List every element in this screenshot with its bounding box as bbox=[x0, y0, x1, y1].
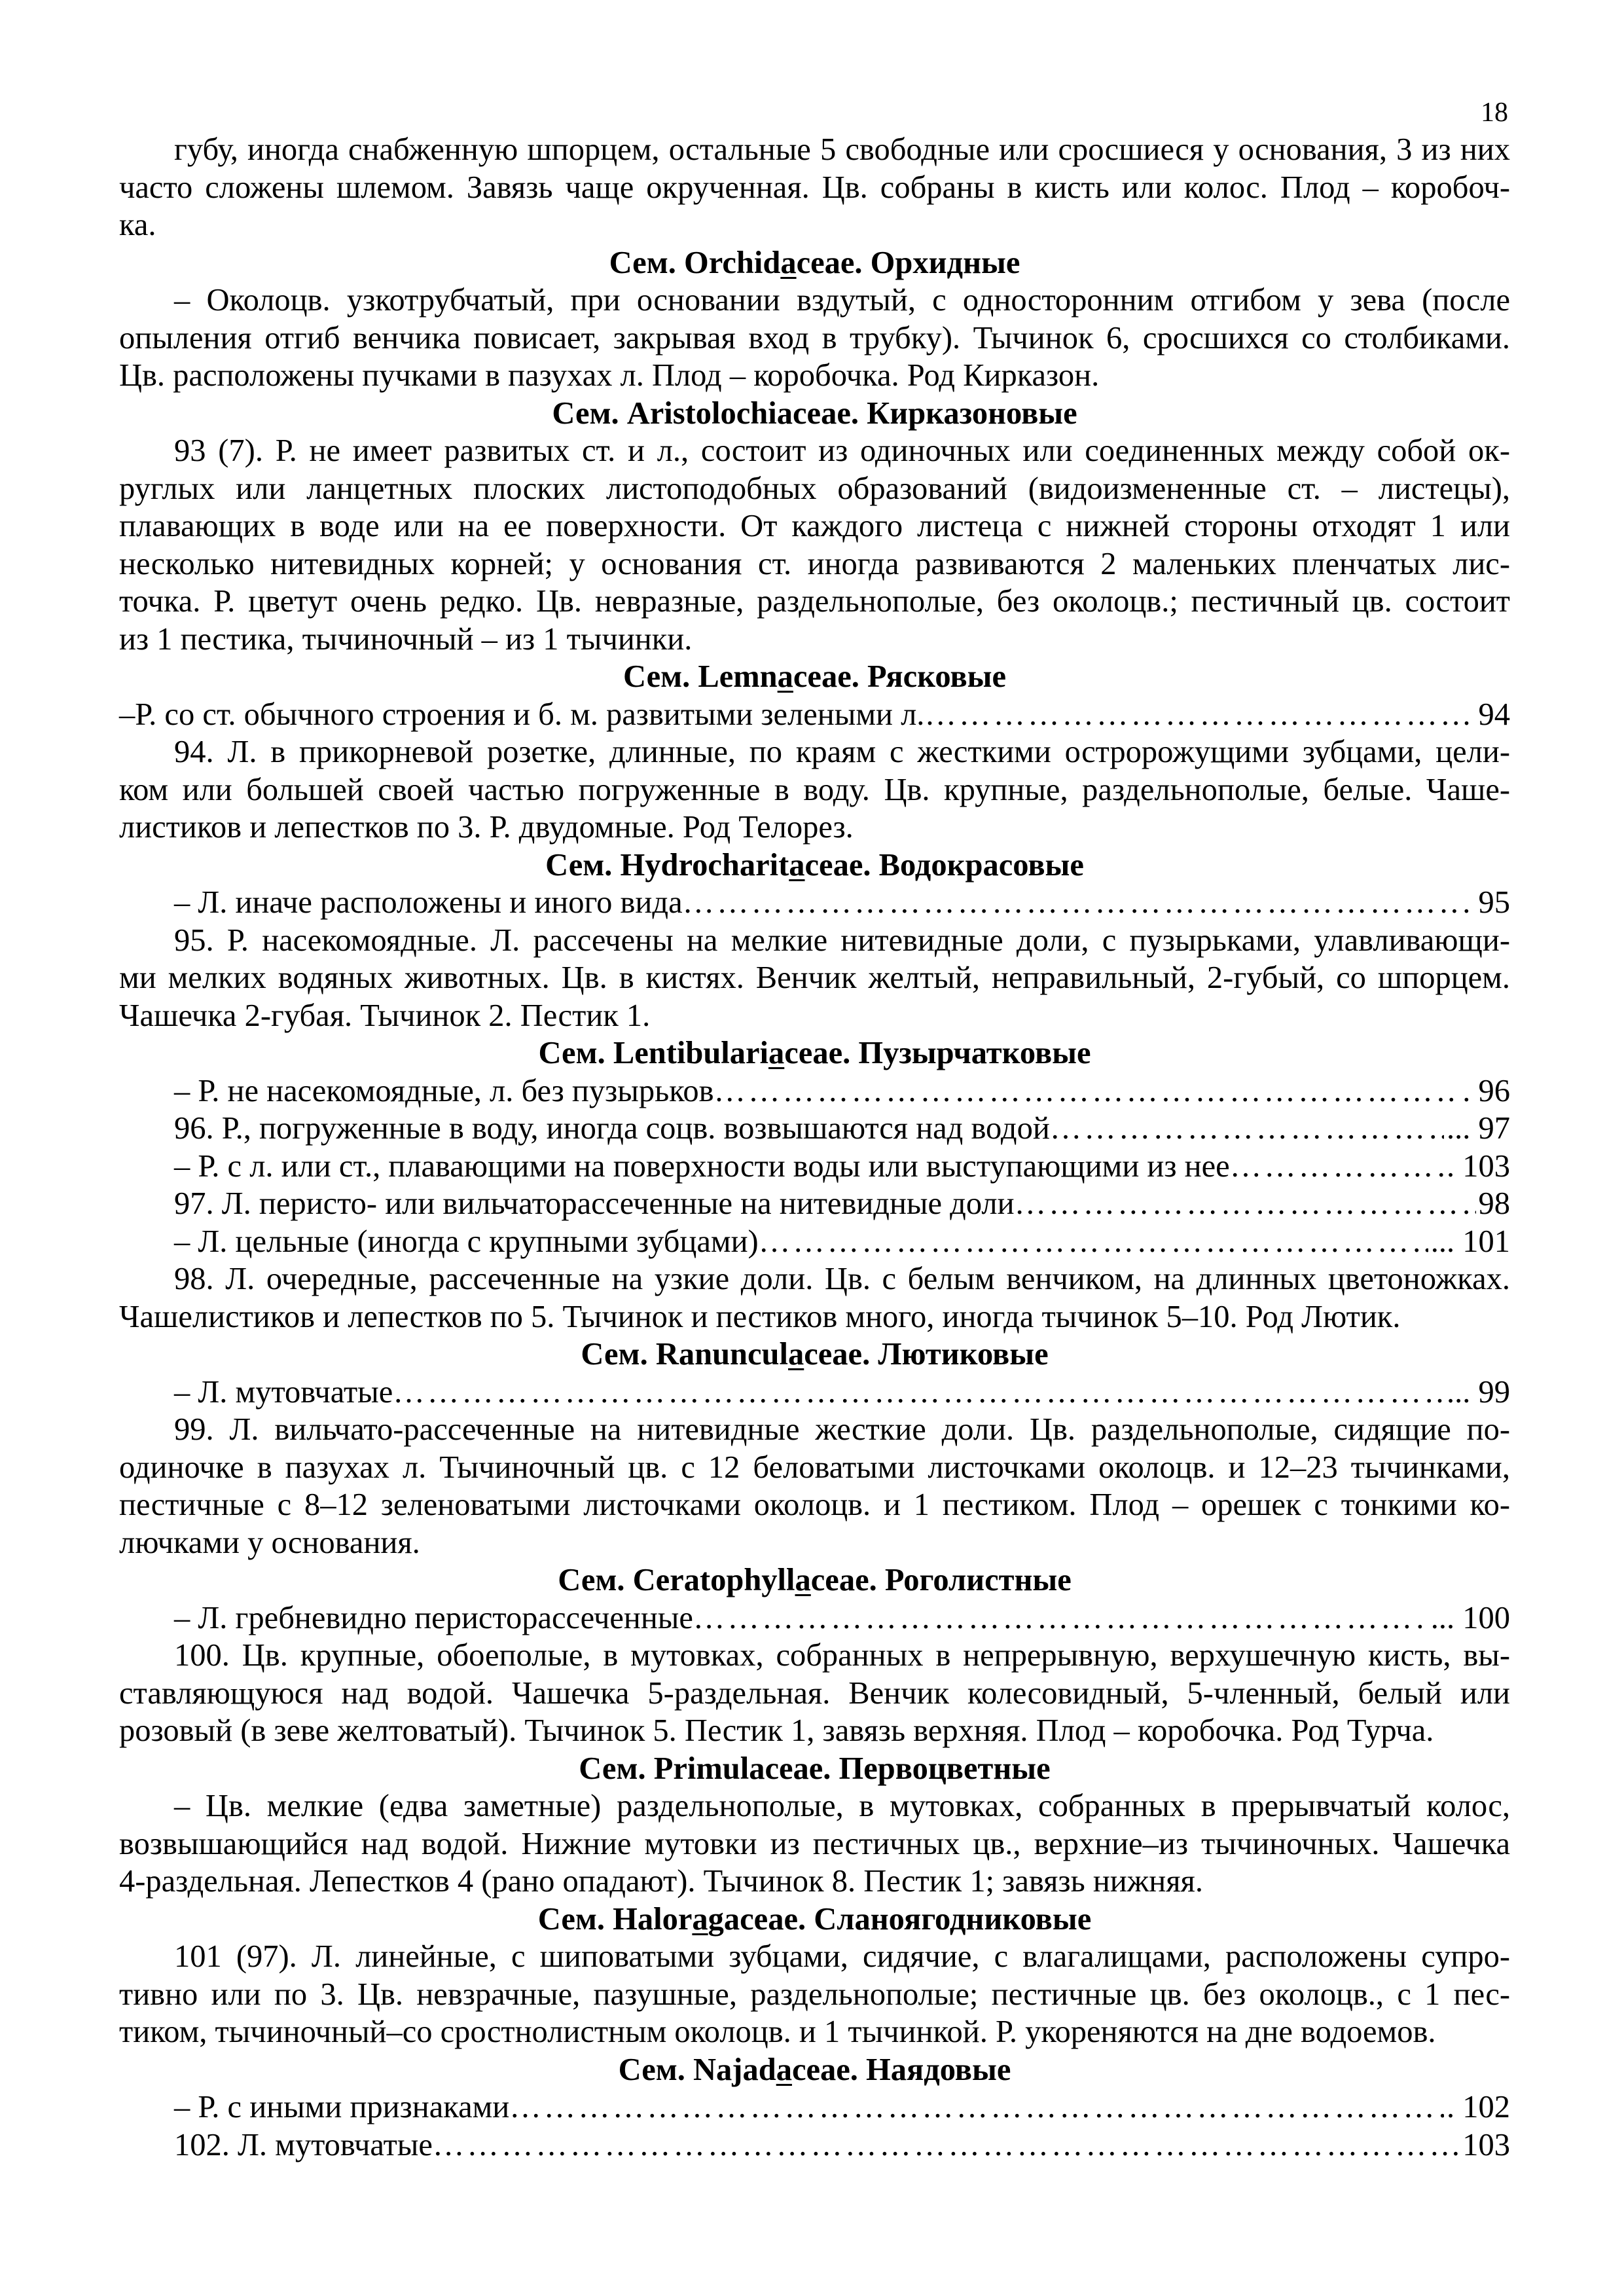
key-leader-line bbox=[119, 1110, 1510, 1148]
paragraph bbox=[119, 733, 1510, 847]
family-heading: Сем. Hydrocharitaceae. Водокрасовые bbox=[545, 847, 1084, 883]
key-reference-number: . 95 bbox=[1462, 885, 1510, 920]
key-leader-line bbox=[119, 884, 1510, 922]
text-line: 98. Л. очередные, рассеченные на узкие доли. Цв. с белым венчиком, на длинных цветоножках. bbox=[174, 1262, 1510, 1296]
key-leader-line bbox=[119, 1148, 1510, 1186]
key-leader-line bbox=[119, 696, 1510, 734]
key-leader-line bbox=[119, 2088, 1510, 2126]
key-reference-number: ... 100 bbox=[1430, 1600, 1510, 1635]
key-reference-number: 103 bbox=[1462, 2127, 1510, 2162]
family-heading: Сем. Orchidaceae. Орхидные bbox=[609, 245, 1020, 280]
text-line: 99. Л. вильчато-рассеченные на нитевидные жесткие доли. Цв. раздельнополые, сидящие по- bbox=[174, 1412, 1510, 1447]
paragraph bbox=[119, 1260, 1510, 1336]
text-line: одиночке в пазухах л. Тычиночный цв. с 12 беловатыми листочками околоцв. и 12–23 тычинками, bbox=[119, 1449, 1510, 1485]
key-text: – Л. иначе расположены и иного вида bbox=[174, 885, 683, 920]
paragraph bbox=[119, 1938, 1510, 2051]
leader-dots bbox=[759, 1223, 1428, 1261]
key-text: 96. Р., погруженные в воду, иногда соцв. возвышаются над водой bbox=[174, 1111, 1050, 1146]
family-heading: Сем. Aristolochiaceae. Кирказоновые bbox=[552, 395, 1077, 431]
key-text: 97. Л. перисто- или вильчаторассеченные на нитевидные доли bbox=[174, 1186, 1015, 1221]
key-text: – Л. цельные (иногда с крупными зубцами) bbox=[174, 1224, 759, 1259]
text-line: точка. Р. цветут очень редко. Цв. невразные, раздельнополые, без околоцв.; пестичный цв. состоит bbox=[119, 584, 1510, 619]
key-reference-number: . 96 bbox=[1462, 1073, 1510, 1108]
leader-dots bbox=[1050, 1110, 1444, 1148]
key-text: – Р. не насекомоядные, л. без пузырьков bbox=[174, 1073, 714, 1108]
family-heading: Сем. Lemnaceae. Рясковые bbox=[623, 659, 1007, 694]
key-reference-number: . 103 bbox=[1447, 1148, 1510, 1184]
key-text: – Л. гребневидно перисторассеченные bbox=[174, 1600, 693, 1635]
key-leader-line bbox=[119, 1185, 1510, 1223]
text-line: Цв. расположены пучками в пазухах л. Плод – коробочка. Род Кирказон. bbox=[119, 358, 1100, 393]
text-line: возвышающийся над водой. Нижние мутовки из пестичных цв., верхние–из тычиночных. Чашечка bbox=[119, 1826, 1510, 1861]
leader-dots bbox=[693, 1599, 1428, 1637]
paragraph bbox=[119, 131, 1510, 244]
page-number: 18 bbox=[1481, 98, 1508, 128]
paragraph bbox=[119, 282, 1510, 395]
key-leader-line bbox=[119, 1072, 1510, 1110]
text-line: пестичные с 8–12 зеленоватыми листочками околоцв. и 1 пестиком. Плод – орешек с тонкими ко- bbox=[119, 1487, 1510, 1522]
leader-dots bbox=[683, 884, 1460, 922]
key-text: – Л. мутовчатые bbox=[174, 1374, 393, 1410]
text-line: листиков и лепестков по 3. Р. двудомные. Род Телорез. bbox=[119, 810, 854, 845]
key-leader-line bbox=[119, 2126, 1510, 2164]
text-line: тиком, тычиночный–со сростнолистным околоцв. и 1 тычинкой. Р. укореняются на дне водоемов. bbox=[119, 2014, 1436, 2049]
paragraph bbox=[119, 1411, 1510, 1561]
key-leader-line bbox=[119, 1374, 1510, 1412]
text-line: ка. bbox=[119, 208, 156, 242]
family-heading: Сем. Haloragaceae. Сланоягодниковые bbox=[537, 1901, 1092, 1937]
family-heading: Сем. Lentibulariaceae. Пузырчатковые bbox=[538, 1036, 1091, 1070]
text-line: 93 (7). Р. не имеет развитых ст. и л., состоит из одиночных или соединенных между собой ок- bbox=[174, 433, 1510, 468]
key-leader-line bbox=[119, 1599, 1510, 1637]
paragraph bbox=[119, 922, 1510, 1035]
key-reference-number: ... 99 bbox=[1447, 1374, 1510, 1410]
text-line: ми мелких водяных животных. Цв. в кистях. Венчик желтый, неправильный, 2-губый, со шпорцем. bbox=[119, 960, 1510, 995]
key-reference-number: 98 bbox=[1478, 1186, 1510, 1221]
family-heading: Сем. Ranunculaceae. Лютиковые bbox=[581, 1337, 1049, 1372]
key-text: 102. Л. мутовчатые bbox=[174, 2127, 433, 2162]
leader-dots bbox=[1015, 1185, 1476, 1223]
text-line: розовый (в зеве желтоватый). Тычинок 5. Пестик 1, завязь верхняя. Плод – коробочка. Род Турча. bbox=[119, 1713, 1434, 1748]
text-line: лючками у основания. bbox=[119, 1525, 420, 1560]
key-reference-number: . 102 bbox=[1447, 2090, 1510, 2124]
leader-dots bbox=[924, 696, 1475, 734]
leader-dots bbox=[433, 2126, 1460, 2164]
key-reference-number: ... 97 bbox=[1447, 1111, 1510, 1146]
family-heading: Сем. Ceratophyllaceae. Роголистные bbox=[558, 1563, 1072, 1597]
key-reference-number: ... 101 bbox=[1430, 1224, 1510, 1259]
family-heading: Сем. Primulaceae. Первоцветные bbox=[579, 1751, 1051, 1786]
text-line: тивно или по 3. Цв. невзрачные, пазушные, раздельнополые; пестичные цв. без околоцв., с 1 пес- bbox=[119, 1977, 1510, 2012]
paragraph bbox=[119, 1787, 1510, 1901]
text-line: плавающих в воде или на ее поверхности. От каждого листеца с нижней стороны отходят 1 или bbox=[119, 509, 1510, 543]
text-line: руглых или ланцетных плоских листоподобных образований (видоизмененные ст. – листецы), bbox=[119, 471, 1510, 506]
paragraph bbox=[119, 1637, 1510, 1750]
text-line: – Околоцв. узкотрубчатый, при основании вздутый, с односторонним отгибом у зева (после bbox=[174, 283, 1510, 318]
leader-dots bbox=[713, 1072, 1460, 1110]
text-line: Чашелистиков и лепестков по 5. Тычинок и пестиков много, иногда тычинок 5–10. Род Лютик. bbox=[119, 1299, 1401, 1334]
text-line: 101 (97). Л. линейные, с шиповатыми зубцами, сидячие, с влагалищами, расположены супро- bbox=[174, 1939, 1510, 1974]
text-line: 100. Цв. крупные, обоеполые, в мутовках, собранных в непрерывную, верхушечную кисть, вы- bbox=[174, 1638, 1510, 1673]
text-line: часто сложены шлемом. Завязь чаще окрученная. Цв. собраны в кисть или колос. Плод – коробоч- bbox=[119, 170, 1510, 205]
text-line: ком или большей своей частью погруженные в воду. Цв. крупные, раздельнополые, белые. Чаше- bbox=[119, 772, 1510, 807]
text-line: Чашечка 2-губая. Тычинок 2. Пестик 1. bbox=[119, 998, 651, 1033]
key-text: – Р. с л. или ст., плавающими на поверхности воды или выступающими из нее bbox=[174, 1148, 1230, 1184]
key-text: –Р. со ст. обычного строения и б. м. развитыми зелеными л. bbox=[119, 697, 925, 732]
text-line: 94. Л. в прикорневой розетке, длинные, по краям с жесткими остророжущими зубцами, цели- bbox=[174, 735, 1510, 769]
text-line: опыления отгиб венчика повисает, закрывая вход в трубку). Тычинок 6, сросшихся со столбиками. bbox=[119, 320, 1510, 355]
leader-dots bbox=[1230, 1148, 1444, 1186]
text-line: из 1 пестика, тычиночный – из 1 тычинки. bbox=[119, 621, 693, 657]
family-heading: Сем. Najadaceae. Наядовые bbox=[618, 2052, 1011, 2087]
text-line: 4-раздельная. Лепестков 4 (рано опадают). Тычинок 8. Пестик 1; завязь нижняя. bbox=[119, 1864, 1203, 1899]
text-line: 95. Р. насекомоядные. Л. рассечены на мелкие нитевидные доли, с пузырьками, улавливающи- bbox=[174, 922, 1510, 958]
key-text: – Р. с иными признаками bbox=[174, 2090, 510, 2124]
document-body bbox=[119, 131, 1510, 2164]
text-line: ставляющуюся над водой. Чашечка 5-раздельная. Венчик колесовидный, 5-членный, белый или bbox=[119, 1675, 1510, 1711]
key-leader-line bbox=[119, 1223, 1510, 1261]
text-line: – Цв. мелкие (едва заметные) раздельнополые, в мутовках, собранных в прерывчатый колос, bbox=[174, 1789, 1510, 1823]
leader-dots bbox=[509, 2088, 1444, 2126]
text-line: несколько нитевидных корней; у основания ст. иногда развиваются 2 маленьких пленчатых лис- bbox=[119, 546, 1510, 581]
text-line: губу, иногда снабженную шпорцем, остальные 5 свободные или сросшиеся у основания, 3 из них bbox=[174, 132, 1510, 167]
paragraph bbox=[119, 432, 1510, 658]
key-reference-number: 94 bbox=[1478, 697, 1510, 732]
leader-dots bbox=[393, 1374, 1444, 1412]
